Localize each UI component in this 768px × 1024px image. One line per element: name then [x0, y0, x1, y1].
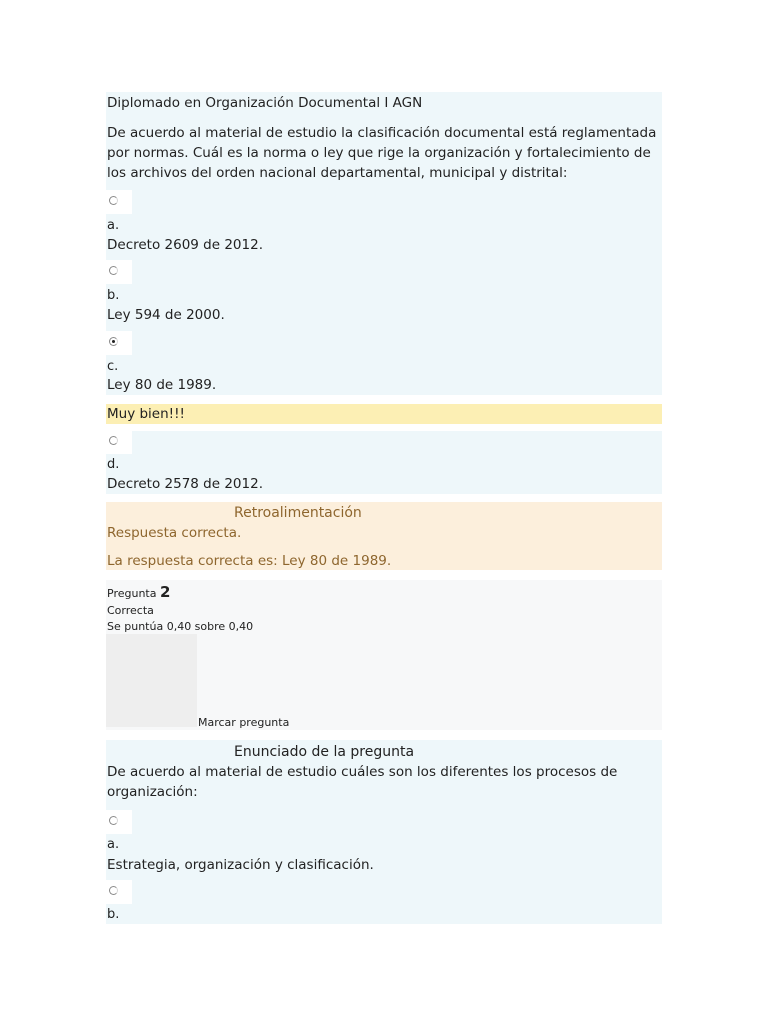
q2-option-a-text[interactable]: Estrategia, organización y clasificación.	[107, 857, 374, 873]
feedback-result: Respuesta correcta.	[107, 525, 242, 541]
option-d-letter: d.	[107, 457, 120, 472]
question-number-value: 2	[159, 583, 171, 601]
option-d-text[interactable]: Decreto 2578 de 2012.	[107, 476, 263, 492]
radio-button-option-a[interactable]	[109, 196, 118, 205]
option-a-letter: a.	[107, 218, 120, 233]
option-a-radio-cell[interactable]	[106, 190, 132, 214]
feedback-heading: Retroalimentación	[234, 505, 362, 521]
flag-question-icon[interactable]	[106, 634, 197, 727]
q2-option-a-letter: a.	[107, 837, 120, 852]
question-2-heading: Enunciado de la pregunta	[234, 744, 415, 760]
option-feedback-box	[106, 404, 662, 424]
option-b-text[interactable]: Ley 594 de 2000.	[107, 307, 225, 323]
radio-button-option-c-checked[interactable]	[109, 337, 118, 346]
question-1-text: De acuerdo al material de estudio la clasificación documental está reglamentada por normas. Cuál es la norma o ley que rige la organización y fortalecimiento de los archivos del orden nacional departamental, municipal y distrital:	[107, 125, 657, 181]
option-a-text[interactable]: Decreto 2609 de 2012.	[107, 237, 263, 253]
option-feedback-text: Muy bien!!!	[107, 406, 185, 422]
question-grade: Se puntúa 0,40 sobre 0,40	[107, 620, 254, 633]
q2-option-b-letter: b.	[107, 907, 120, 922]
correct-answer-text: La respuesta correcta es: Ley 80 de 1989.	[107, 553, 392, 569]
option-c-radio-cell[interactable]	[106, 331, 132, 355]
question-2-text: De acuerdo al material de estudio cuáles son los diferentes los procesos de organización:	[107, 764, 618, 800]
flag-question-link[interactable]: Marcar pregunta	[198, 716, 290, 729]
option-b-radio-cell[interactable]	[106, 260, 132, 284]
question-state: Correcta	[107, 604, 154, 617]
q2-option-b-radio-cell[interactable]	[106, 880, 132, 904]
option-b-letter: b.	[107, 288, 120, 303]
course-title: Diplomado en Organización Documental I AGN	[107, 95, 423, 111]
question-number	[107, 585, 170, 601]
q2-radio-button-option-b[interactable]	[109, 886, 118, 895]
q2-option-a-radio-cell[interactable]	[106, 810, 132, 834]
option-c-letter: c.	[107, 359, 119, 374]
radio-button-option-b[interactable]	[109, 266, 118, 275]
radio-button-option-d[interactable]	[109, 436, 118, 445]
option-c-text[interactable]: Ley 80 de 1989.	[107, 377, 217, 393]
q2-radio-button-option-a[interactable]	[109, 816, 118, 825]
question-label: Pregunta	[107, 587, 157, 600]
option-d-radio-cell[interactable]	[106, 430, 132, 454]
